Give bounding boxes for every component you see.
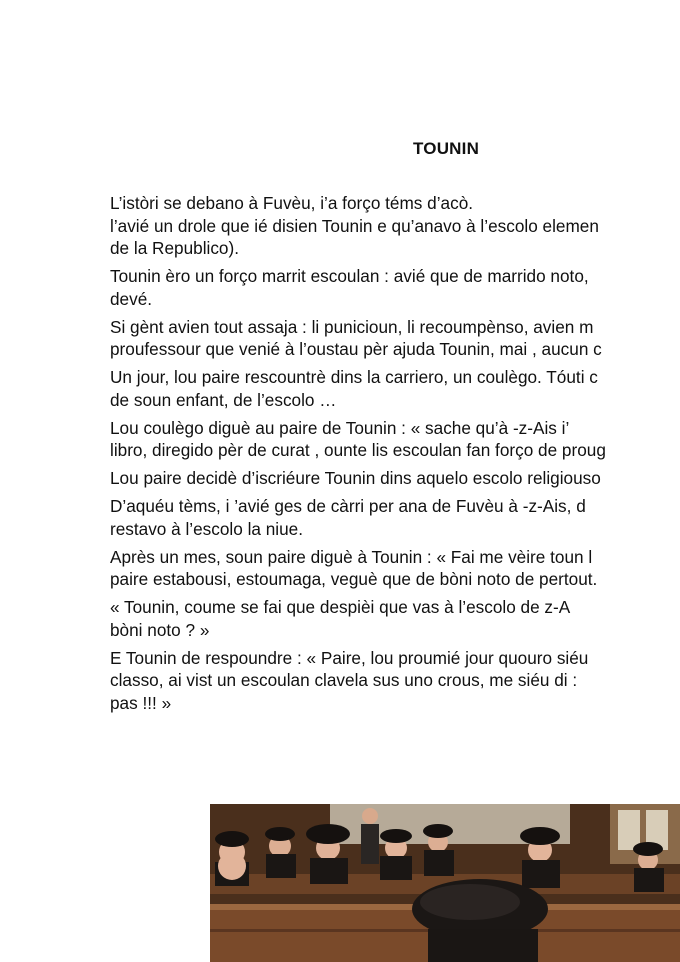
story-body xyxy=(110,192,680,720)
paragraph xyxy=(110,596,680,641)
paragraph-line: Un jour, lou paire rescountrè dins la carriero, un coulègo. Tóuti c xyxy=(110,367,598,387)
paragraph xyxy=(110,366,680,411)
paragraph-line: l’avié un drole que ié disien Tounin e qu’anavo à l’escolo elemen xyxy=(110,215,599,236)
paragraph xyxy=(110,265,680,310)
paragraph-line: Lou paire decidè d’iscriéure Tounin dins aquelo escolo religiouso xyxy=(110,468,601,488)
classroom-illustration xyxy=(210,804,680,962)
paragraph-line: E Tounin de respoundre : « Paire, lou proumié jour quouro siéu xyxy=(110,647,589,668)
paragraph-line: paire estabousi, estoumaga, veguè que de bòni noto de pertout. xyxy=(110,569,598,589)
paragraph-line: libro, diregido pèr de curat , ounte lis escoulan fan forço de proug xyxy=(110,440,606,460)
student-standing xyxy=(361,808,379,864)
paragraph-line: Tounin èro un forço marrit escoulan : avié que de marrido noto, xyxy=(110,266,589,286)
paragraph xyxy=(110,417,680,462)
paragraph-line: de la Republico). xyxy=(110,238,239,258)
paragraph-line: bòni noto ? » xyxy=(110,619,210,640)
paragraph-line: proufessour que venié à l’oustau pèr ajuda Tounin, mai , aucun c xyxy=(110,339,602,359)
paragraph xyxy=(110,467,680,490)
paragraph xyxy=(110,316,680,361)
paragraph xyxy=(110,546,680,591)
paragraph xyxy=(110,647,680,715)
paragraph-line: Lou coulègo diguè au paire de Tounin : « sache qu’à -z-Ais i’ xyxy=(110,417,570,438)
paragraph-line: « Tounin, coume se fai que despièi que vas à l’escolo de z-A xyxy=(110,597,571,617)
paragraph-line: Après un mes, soun paire diguè à Tounin : « Fai me vèire toun l xyxy=(110,546,593,567)
paragraph-line: classo, ai vist un escoulan clavela sus uno crous, me siéu di : xyxy=(110,670,578,690)
paragraph-line: devé. xyxy=(110,288,153,309)
paragraph xyxy=(110,495,680,540)
paragraph-line: D’aquéu tèms, i ’avié ges de càrri per ana de Fuvèu à -z-Ais, d xyxy=(110,496,586,516)
paragraph-line: de soun enfant, de l’escolo … xyxy=(110,389,337,410)
paragraph-line: L’istòri se debano à Fuvèu, i’a forço téms d’acò. xyxy=(110,193,474,213)
student-front xyxy=(412,879,548,962)
student-back-5 xyxy=(423,824,454,876)
paragraph-line: Si gènt avien tout assaja : li punicioun, li recoumpènso, avien m xyxy=(110,316,594,337)
paragraph-line: restavo à l’escolo la niue. xyxy=(110,518,303,539)
paragraph-line: pas !!! » xyxy=(110,692,172,713)
classroom-photo xyxy=(210,804,680,962)
document-title: TOUNIN xyxy=(413,139,480,158)
student-front-left xyxy=(218,852,246,880)
paragraph xyxy=(110,192,680,260)
